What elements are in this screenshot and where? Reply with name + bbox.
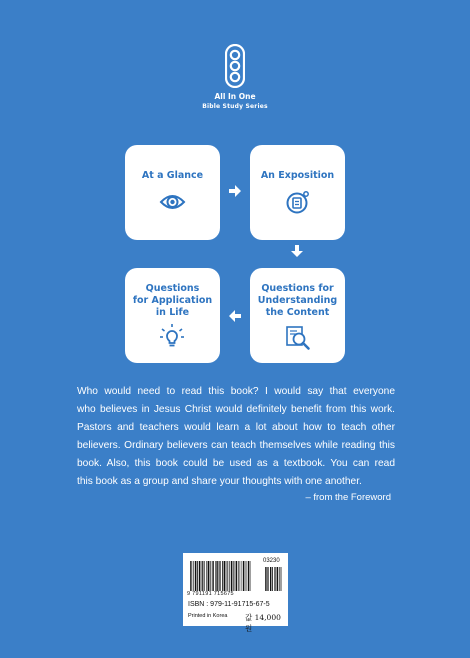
- card-title-line: in Life: [155, 307, 190, 318]
- barcode-bar: [245, 561, 246, 591]
- arrow-left-icon: [229, 310, 241, 322]
- text-line: believers. Ordinary believers can teach themselves while reading this: [77, 439, 395, 451]
- addon-barcode: [265, 567, 283, 591]
- text-line: Pastors and teachers would learn a lot about how to teach other: [77, 421, 395, 433]
- card-understanding: [250, 268, 345, 363]
- barcode-bar: [204, 561, 205, 591]
- barcode-bar: [279, 567, 280, 591]
- series-logo-icon: [225, 44, 245, 88]
- barcode-bar: [281, 567, 282, 591]
- card-title-line: the Content: [265, 307, 330, 318]
- barcode-bar: [266, 567, 267, 591]
- barcode-bar: [247, 561, 248, 591]
- isbn-barcode: [190, 561, 263, 591]
- text-line: Who would need to read this book? I would say that everyone: [77, 386, 395, 397]
- arrow-right-icon: [229, 185, 241, 197]
- barcode-bar: [238, 561, 239, 591]
- barcode-bar: [208, 561, 210, 591]
- barcode-bar: [250, 561, 251, 591]
- barcode-bar: [265, 567, 266, 591]
- barcode-bar: [229, 561, 230, 591]
- card-title: An Exposition: [260, 170, 335, 181]
- barcode-bar: [240, 561, 241, 591]
- barcode-bar: [210, 561, 211, 591]
- barcode-bar: [231, 561, 232, 591]
- lightbulb-icon: [158, 322, 186, 350]
- text-line: book. Also, this book could be used as a textbook. You can read: [77, 457, 395, 469]
- barcode-bar: [190, 561, 191, 591]
- ean-digits: 9 791191 715675: [187, 591, 234, 597]
- barcode-bar: [220, 561, 221, 591]
- addon-digits: 03230: [263, 558, 280, 564]
- series-name-line2: Bible Study Series: [202, 103, 268, 110]
- barcode-bar: [227, 561, 228, 591]
- barcode-bar: [274, 567, 275, 591]
- barcode-bar: [277, 567, 278, 591]
- barcode-bar: [212, 561, 213, 591]
- barcode-bar: [268, 567, 269, 591]
- barcode-bar: [236, 561, 237, 591]
- barcode-label: [183, 553, 288, 633]
- barcode-bar: [242, 561, 243, 591]
- barcode-bar: [215, 561, 216, 591]
- attribution: – from the Foreword: [305, 492, 391, 503]
- barcode-bar: [270, 567, 271, 591]
- foreword-excerpt: [77, 383, 395, 490]
- barcode-bar: [195, 561, 197, 591]
- barcode-bar: [248, 561, 249, 591]
- barcode-bar: [243, 561, 244, 591]
- card-at-a-glance: [125, 145, 220, 240]
- barcode-bar: [206, 561, 207, 591]
- barcode-bar: [219, 561, 220, 591]
- barcode-bar: [275, 567, 276, 591]
- barcode-bar: [224, 561, 226, 591]
- barcode-bar: [199, 561, 200, 591]
- barcode-bar: [226, 561, 227, 591]
- card-title-line: Understanding: [257, 295, 338, 306]
- barcode-bar: [233, 561, 234, 591]
- magnifier-icon: [285, 325, 311, 351]
- card-title-line: Questions for: [261, 283, 334, 294]
- isbn-text: ISBN : 979-11-91715-67-5: [188, 601, 270, 608]
- printed-in-korea: Printed in Korea: [188, 613, 228, 619]
- series-name-line1: All In One: [214, 92, 256, 101]
- document-icon: [286, 190, 310, 214]
- barcode-bar: [197, 561, 198, 591]
- barcode-bar: [235, 561, 236, 591]
- barcode-bar: [213, 561, 214, 591]
- barcode-bar: [272, 567, 273, 591]
- eye-icon: [159, 191, 186, 213]
- arrow-down-icon: [291, 245, 303, 257]
- barcode-bar: [202, 561, 203, 591]
- price: 값 14,000원: [245, 613, 281, 633]
- card-title-line: Questions: [145, 283, 200, 294]
- barcode-bar: [193, 561, 194, 591]
- card-application: [125, 268, 220, 363]
- card-title-line: for Application: [132, 295, 213, 306]
- barcode-bar: [222, 561, 223, 591]
- text-line: this book as a group and share your thoughts with one another.: [77, 475, 362, 487]
- barcode-bar: [191, 561, 192, 591]
- barcode-bar: [216, 561, 217, 591]
- barcode-bar: [201, 561, 202, 591]
- card-title: At a Glance: [141, 170, 204, 181]
- card-exposition: [250, 145, 345, 240]
- text-line: who believes in Jesus Christ would definitely benefit from this work.: [77, 403, 395, 415]
